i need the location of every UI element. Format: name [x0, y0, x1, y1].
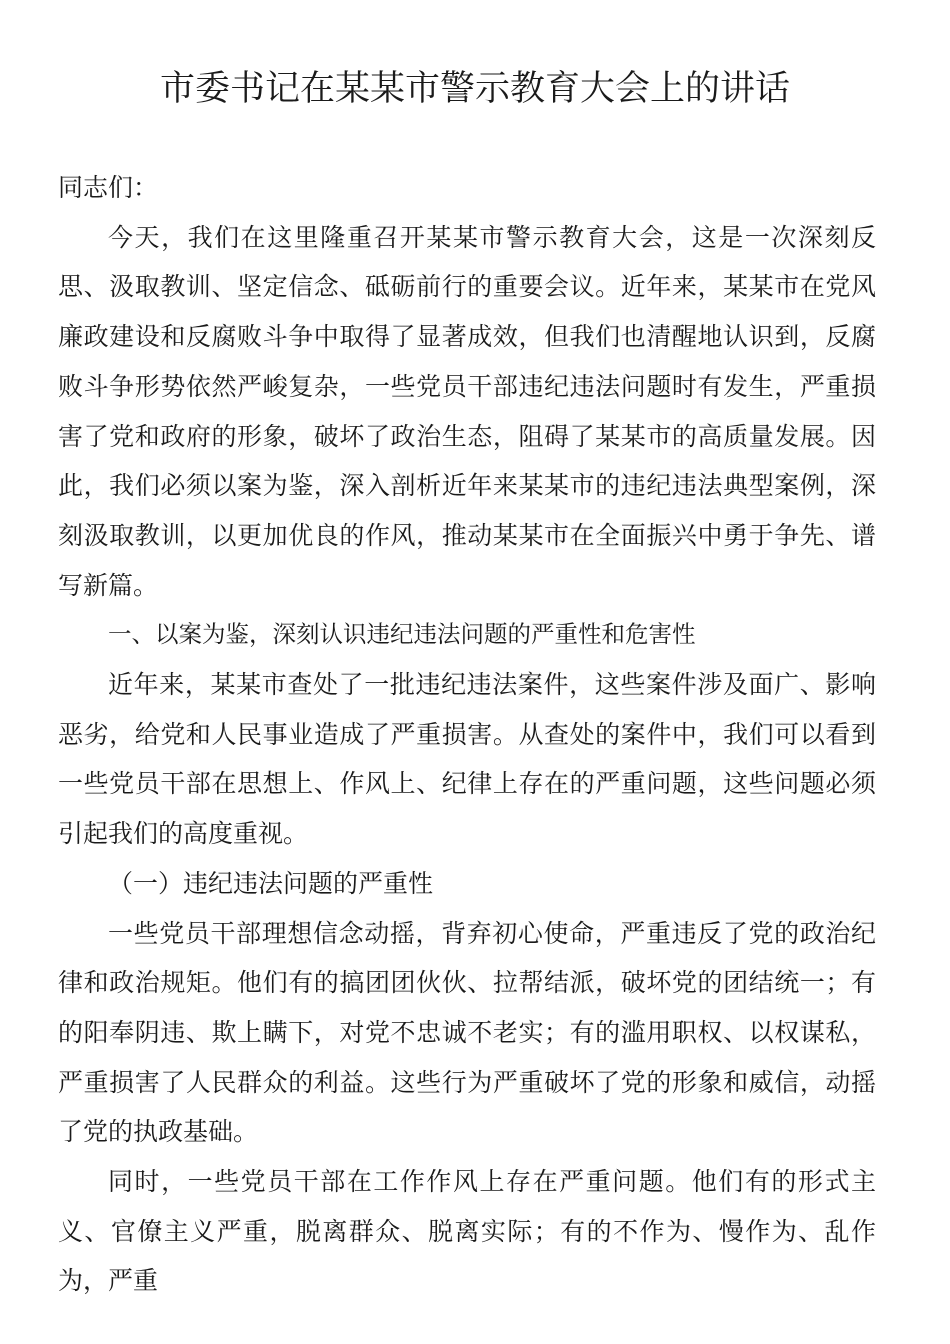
- salutation: 同志们：: [58, 173, 159, 202]
- paragraph-ideals: 一些党员干部理想信念动摇，背弃初心使命，严重违反了党的政治纪律和政治规矩。他们有的搞团团伙伙、拉帮结派，破坏党的团结统一；有的阳奉阴违、欺上瞒下，对党不忠诚不老实；有的滥用职权、以权谋私，严重损害了人民群众的利益。这些行为严重破坏了党的形象和威信，动摇了党的执政基础。: [58, 918, 876, 1147]
- paragraph-intro: 今天，我们在这里隆重召开某某市警示教育大会，这是一次深刻反思、汲取教训、坚定信念、砥砺前行的重要会议。近年来，某某市在党风廉政建设和反腐败斗争中取得了显著成效，但我们也清醒地认识到，反腐败斗争形势依然严峻复杂，一些党员干部违纪违法问题时有发生，严重损害了党和政府的形象，破坏了政治生态，阻碍了某某市的高质量发展。因此，我们必须以案为鉴，深入剖析近年来某某市的违纪违法典型案例，深刻汲取教训，以更加优良的作风，推动某某市在全面振兴中勇于争先、谱写新篇。: [58, 222, 876, 600]
- paragraph-cases: 近年来，某某市查处了一批违纪违法案件，这些案件涉及面广、影响恶劣，给党和人民事业造成了严重损害。从查处的案件中，我们可以看到一些党员干部在思想上、作风上、纪律上存在的严重问题，这些问题必须引起我们的高度重视。: [58, 670, 876, 849]
- paragraph-work-style: 同时，一些党员干部在工作作风上存在严重问题。他们有的形式主义、官僚主义严重，脱离群众、脱离实际；有的不作为、慢作为、乱作为，严重: [58, 1167, 876, 1296]
- document-body: [58, 163, 876, 1306]
- document-title: 市委书记在某某市警示教育大会上的讲话: [159, 69, 790, 109]
- section-heading: 一、以案为鉴，深刻认识违纪违法问题的严重性和危害性: [108, 620, 696, 649]
- subsection-heading: （一）违纪违法问题的严重性: [108, 868, 434, 898]
